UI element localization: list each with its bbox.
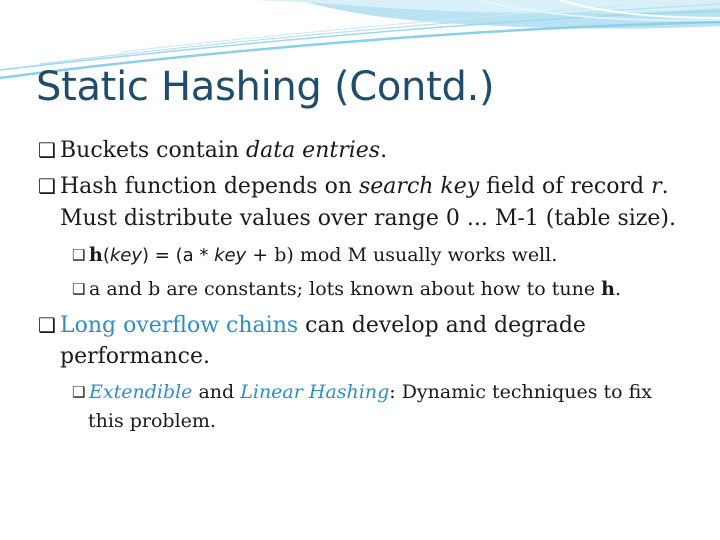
bullet-marker: ❑ — [38, 313, 56, 337]
sub-bullet-marker: ❑ — [72, 246, 86, 264]
sub-bullet-dynamic-techniques: ❑ Extendible and Linear Hashing: Dynamic techniques to fix — [72, 381, 653, 403]
sub-bullet-marker: ❑ — [72, 383, 86, 401]
bullet-marker: ❑ — [38, 174, 56, 198]
overflow-chains-highlight: Long overflow chains — [60, 313, 299, 338]
bullet-overflow-chains: ❑ Long overflow chains can develop and degrade — [38, 313, 586, 338]
sub-bullet-hash-formula: ❑ h(key) = (a * key + b) mod M usually works well. — [72, 244, 558, 266]
sub-bullet-marker: ❑ — [72, 280, 86, 298]
sub-bullet-dynamic-techniques-continued: this problem. — [88, 410, 216, 432]
bullet-hash-function: ❑ Hash function depends on search key field of record r. — [38, 174, 669, 199]
bullet-marker: ❑ — [38, 138, 56, 162]
slide-title: Static Hashing (Contd.) — [36, 64, 495, 110]
bullet-overflow-chains-continued: performance. — [60, 344, 211, 369]
bullet-buckets: ❑ Buckets contain data entries. — [38, 138, 388, 163]
sub-bullet-constants: ❑ a and b are constants; lots known about how to tune h. — [72, 278, 621, 300]
bullet-hash-function-continued: Must distribute values over range 0 ... M-1 (table size). — [60, 206, 676, 231]
